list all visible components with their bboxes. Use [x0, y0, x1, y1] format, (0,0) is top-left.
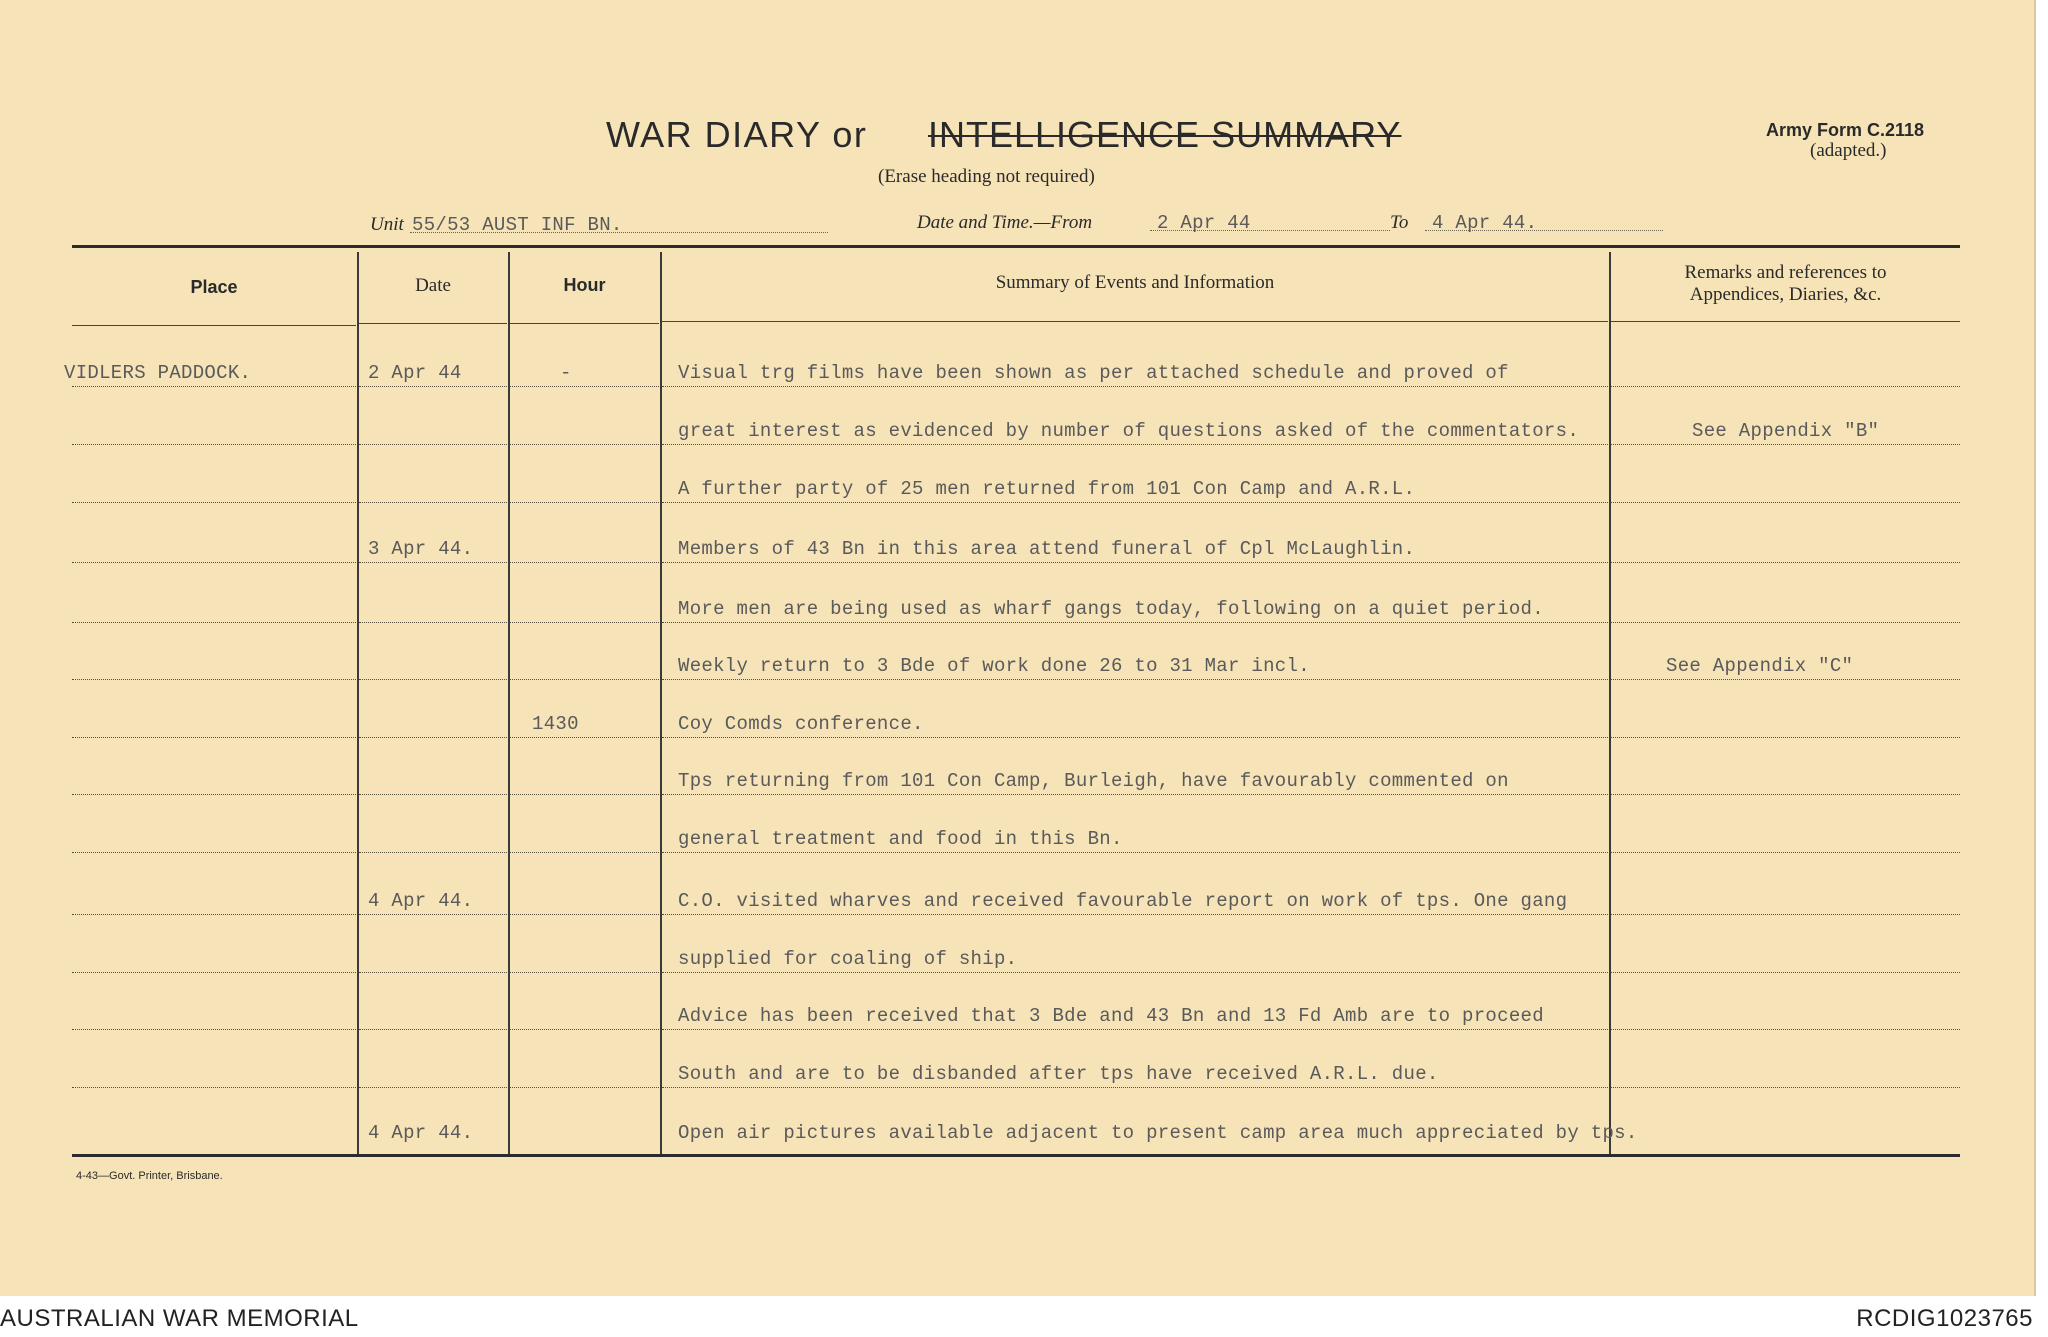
date-time-label: Date and Time.—From: [917, 212, 1093, 233]
entry-summary: More men are being used as wharf gangs today, following on a quiet period.: [678, 598, 1544, 620]
erase-heading-note: (Erase heading not required): [878, 166, 1095, 187]
row-rule: [662, 737, 1608, 738]
row-rule: [1611, 386, 1960, 387]
archive-reference-id: RCDIG1023765: [1856, 1305, 2033, 1332]
divider-place-date: [357, 252, 359, 1154]
header-rule-remarks: [1611, 321, 1960, 322]
divider-hour-summary: [660, 252, 662, 1154]
header-rule-summary: [662, 321, 1608, 322]
unit-label: Unit: [370, 214, 404, 235]
row-rule: [510, 502, 659, 503]
printer-imprint: 4-43—Govt. Printer, Brisbane.: [76, 1170, 223, 1182]
row-rule: [1611, 622, 1960, 623]
entry-date: 4 Apr 44.: [368, 890, 474, 912]
header-date: Date: [415, 275, 451, 296]
row-rule: [72, 914, 356, 915]
row-rule: [510, 737, 659, 738]
entry-summary: C.O. visited wharves and received favourable report on work of tps. One gang: [678, 890, 1568, 912]
row-rule: [662, 852, 1608, 853]
entry-date: 4 Apr 44.: [368, 1122, 474, 1144]
row-rule: [72, 737, 356, 738]
divider-summary-remarks: [1609, 252, 1611, 1154]
header-rule-date: [359, 323, 507, 324]
row-rule: [1611, 972, 1960, 973]
entry-summary: supplied for coaling of ship.: [678, 948, 1018, 970]
row-rule: [662, 1029, 1608, 1030]
row-rule: [359, 1087, 507, 1088]
row-rule: [1611, 1029, 1960, 1030]
entry-summary: Coy Comds conference.: [678, 713, 924, 735]
row-rule: [359, 737, 507, 738]
entry-summary: Visual trg films have been shown as per attached schedule and proved of: [678, 362, 1509, 384]
row-rule: [510, 1087, 659, 1088]
row-rule: [359, 972, 507, 973]
row-rule: [1611, 679, 1960, 680]
entry-hour: 1430: [532, 713, 579, 735]
row-rule: [510, 972, 659, 973]
entry-place: VIDLERS PADDOCK.: [64, 362, 252, 384]
to-label: To: [1390, 212, 1409, 233]
row-rule: [359, 794, 507, 795]
to-dotted-line: [1425, 230, 1663, 231]
entry-summary: general treatment and food in this Bn.: [678, 828, 1123, 850]
row-rule: [510, 386, 659, 387]
entry-summary: Open air pictures available adjacent to present camp area much appreciated by tps.: [678, 1122, 1638, 1144]
row-rule: [359, 679, 507, 680]
form-title: WAR DIARY or: [606, 114, 868, 155]
entry-remarks: See Appendix "B": [1692, 420, 1880, 442]
row-rule: [510, 679, 659, 680]
row-rule: [1611, 794, 1960, 795]
form-title-struck: INTELLIGENCE SUMMARY: [928, 114, 1402, 155]
table-bottom-rule: [72, 1154, 1960, 1157]
row-rule: [510, 622, 659, 623]
header-place: Place: [190, 277, 238, 297]
row-rule: [72, 679, 356, 680]
row-rule: [359, 914, 507, 915]
row-rule: [72, 794, 356, 795]
row-rule: [1611, 1087, 1960, 1088]
row-rule: [662, 914, 1608, 915]
row-rule: [1611, 502, 1960, 503]
row-rule: [662, 622, 1608, 623]
row-rule: [72, 386, 356, 387]
row-rule: [72, 852, 356, 853]
entry-summary: South and are to be disbanded after tps have received A.R.L. due.: [678, 1063, 1439, 1085]
row-rule: [72, 622, 356, 623]
row-rule: [662, 562, 1608, 563]
row-rule: [72, 562, 356, 563]
row-rule: [662, 972, 1608, 973]
entry-summary: Weekly return to 3 Bde of work done 26 to 31 Mar incl.: [678, 655, 1310, 677]
row-rule: [359, 562, 507, 563]
row-rule: [359, 502, 507, 503]
entry-date: 3 Apr 44.: [368, 538, 474, 560]
row-rule: [662, 386, 1608, 387]
row-rule: [72, 1029, 356, 1030]
date-from-value: 2 Apr 44: [1157, 212, 1251, 234]
row-rule: [662, 444, 1608, 445]
divider-date-hour: [508, 252, 510, 1154]
row-rule: [662, 502, 1608, 503]
row-rule: [510, 794, 659, 795]
row-rule: [72, 1087, 356, 1088]
row-rule: [510, 444, 659, 445]
table-top-rule: [72, 245, 1960, 248]
row-rule: [1611, 852, 1960, 853]
army-form-number: Army Form C.2118: [1766, 120, 1925, 140]
entry-remarks: See Appendix "C": [1666, 655, 1854, 677]
entry-hour: -: [560, 362, 572, 384]
from-dotted-line: [1150, 230, 1390, 231]
row-rule: [1611, 562, 1960, 563]
entry-summary: A further party of 25 men returned from 101 Con Camp and A.R.L.: [678, 478, 1416, 500]
entry-summary: Advice has been received that 3 Bde and 43 Bn and 13 Fd Amb are to proceed: [678, 1005, 1544, 1027]
row-rule: [1611, 914, 1960, 915]
header-rule-place: [72, 325, 356, 326]
row-rule: [662, 1087, 1608, 1088]
archive-credit: AUSTRALIAN WAR MEMORIAL: [0, 1305, 359, 1332]
row-rule: [510, 562, 659, 563]
entry-summary: Members of 43 Bn in this area attend funeral of Cpl McLaughlin.: [678, 538, 1416, 560]
entry-date: 2 Apr 44: [368, 362, 462, 384]
header-remarks-line2: Appendices, Diaries, &c.: [1689, 284, 1882, 305]
row-rule: [662, 794, 1608, 795]
row-rule: [359, 444, 507, 445]
entry-summary: Tps returning from 101 Con Camp, Burleigh, have favourably commented on: [678, 770, 1509, 792]
row-rule: [359, 386, 507, 387]
date-to-value: 4 Apr 44.: [1432, 212, 1538, 234]
header-rule-hour: [510, 323, 659, 324]
unit-value: 55/53 AUST INF BN.: [412, 214, 623, 236]
unit-dotted-line: [410, 232, 828, 233]
row-rule: [510, 914, 659, 915]
row-rule: [359, 622, 507, 623]
header-summary: Summary of Events and Information: [995, 272, 1275, 293]
entry-summary: great interest as evidenced by number of questions asked of the commentators.: [678, 420, 1580, 442]
row-rule: [72, 444, 356, 445]
row-rule: [662, 679, 1608, 680]
row-rule: [72, 502, 356, 503]
army-form-adapted: (adapted.): [1810, 140, 1887, 161]
row-rule: [1611, 737, 1960, 738]
row-rule: [510, 1029, 659, 1030]
row-rule: [359, 1029, 507, 1030]
row-rule: [510, 852, 659, 853]
header-remarks-line1: Remarks and references to: [1684, 262, 1887, 283]
row-rule: [359, 852, 507, 853]
row-rule: [72, 972, 356, 973]
header-hour: Hour: [563, 275, 606, 295]
row-rule: [1611, 444, 1960, 445]
